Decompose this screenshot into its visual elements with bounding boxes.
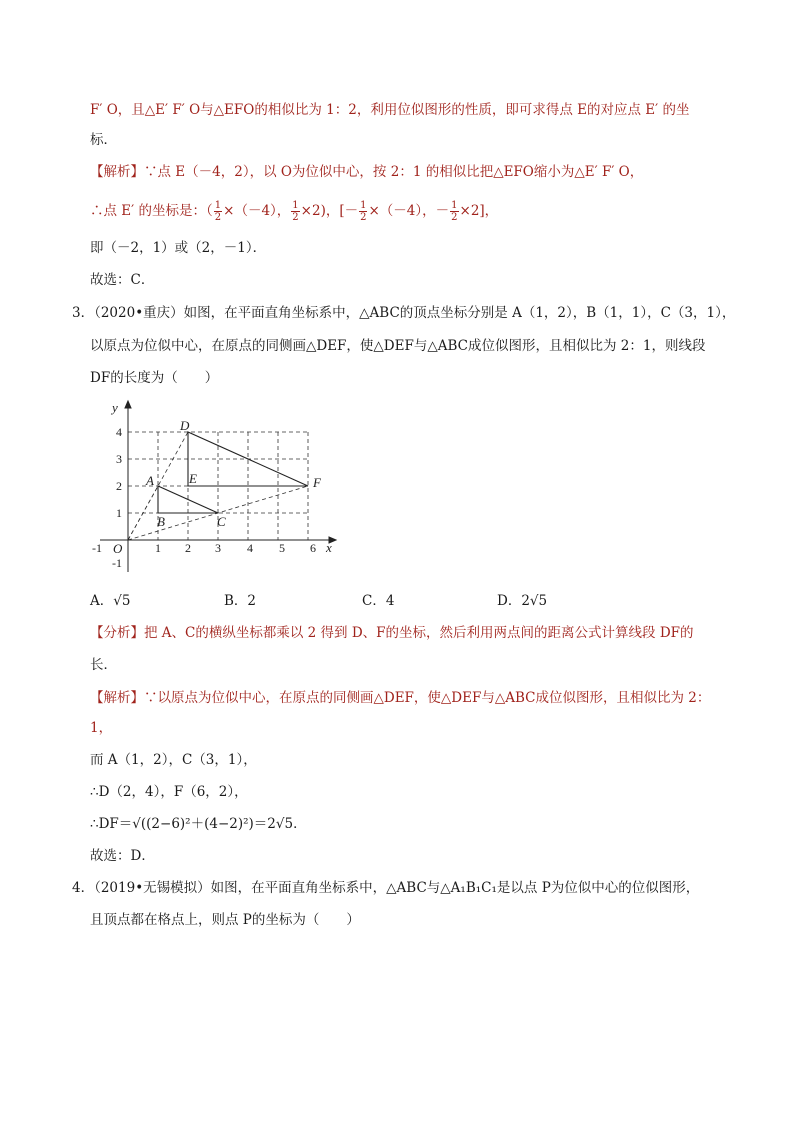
point-label-e: E <box>189 471 197 486</box>
prev-answer-line: 故选：C． <box>90 272 155 288</box>
prev-solution-line-1: F′ O，且△E′ F′ O与△EFO的相似比为 1：2，利用位似图形的性质，即可求得点 E的对应点 E′ 的坐 <box>90 102 690 118</box>
q3-jiexi-line-2: 1， <box>90 720 113 736</box>
y-tick-label: 4 <box>116 425 122 439</box>
q3-stem-line-1: 3．（2020•重庆）如图，在平面直角坐标系中，△ABC的顶点坐标分别是 A（1，2），B（1，1），C（3，1）， <box>72 305 736 321</box>
point-label-a: A <box>146 473 154 488</box>
option-c: C．4 <box>362 593 395 609</box>
point-label-f: F <box>313 475 321 490</box>
q3-answer: 故选：D． <box>90 848 155 864</box>
q3-fenxi-line-2: 长． <box>90 657 117 673</box>
fraction-half: $\frac{1}{2}$ <box>451 200 458 223</box>
fraction-half: $\frac{1}{2}$ <box>360 200 367 223</box>
option-b: B．2 <box>224 593 257 609</box>
x-tick-label: 4 <box>247 541 253 555</box>
q3-distance-calc: ∴DF＝√((2−6)²＋(4−2)²)＝2√5． <box>90 816 307 832</box>
fenxi-text: 把 A、C的横纵坐标都乘以 2 得到 D、F的坐标，然后利用两点间的距离公式计算线段 DF的 <box>144 625 694 641</box>
point-label-b: B <box>157 514 165 529</box>
point-label-c: C <box>217 514 226 529</box>
x-tick-label: 1 <box>155 541 161 555</box>
calc-part: ×（－4）， <box>223 203 291 219</box>
y-axis-label: y <box>112 400 118 415</box>
x-tick-label: 2 <box>185 541 191 555</box>
q4-stem-line-2: 且顶点都在格点上，则点 P的坐标为（ ） <box>90 912 360 928</box>
calc-part: ×2]， <box>459 203 499 219</box>
q3-points-ac: 而 A（1，2），C（3，1）， <box>90 752 257 768</box>
y-tick-label: 1 <box>116 506 122 520</box>
x-tick-label: 3 <box>215 541 221 555</box>
analysis-tag: 【解析】 <box>90 164 144 180</box>
x-tick-label: -1 <box>92 541 102 555</box>
q3-jiexi-line <box>90 688 710 708</box>
option-d: D．2√5 <box>497 593 548 609</box>
jiexi-text: ∵以原点为位似中心，在原点的同侧画△DEF，使△DEF与△ABC成位似图形，且相似比为 2： <box>144 690 711 706</box>
fraction-half: $\frac{1}{2}$ <box>214 200 222 223</box>
q4-stem-line-1: 4．（2019•无锡模拟）如图，在平面直角坐标系中，△ABC与△A₁B₁C₁是以点 P为位似中心的位似图形， <box>72 880 700 896</box>
y-tick-label: -1 <box>112 556 122 570</box>
x-tick-label: 5 <box>279 541 285 555</box>
y-tick-label: 2 <box>116 479 122 493</box>
jiexi-tag: 【解析】 <box>90 690 144 706</box>
q3-stem-line-2: 以原点为位似中心，在原点的同侧画△DEF，使△DEF与△ABC成位似图形，且相似比为 2：1，则线段 <box>90 338 706 354</box>
prev-solution-line-2: 标． <box>90 132 117 148</box>
prev-result-line: 即（－2，1）或（2，－1）． <box>90 240 267 256</box>
x-axis-label: x <box>326 540 332 555</box>
fraction-half: $\frac{1}{2}$ <box>292 200 299 223</box>
calc-lead: ∴点 E′ 的坐标是：（ <box>90 203 213 219</box>
q3-points-df: ∴D（2，4），F（6，2）， <box>90 784 248 800</box>
analysis-text: ∵点 E（－4，2），以 O为位似中心，按 2：1 的相似比把△EFO缩小为△E′ F′ O， <box>144 164 644 180</box>
calc-part: ×2)，[－ <box>300 203 359 219</box>
calc-part: ×（－4），－ <box>368 203 450 219</box>
q3-fenxi-line <box>90 623 694 643</box>
y-tick-label: 3 <box>116 452 122 466</box>
q3-coordinate-figure <box>85 395 345 585</box>
point-label-d: D <box>180 418 190 433</box>
prev-analysis-line <box>90 162 643 182</box>
x-tick-label: 6 <box>310 541 316 555</box>
origin-label: O <box>113 541 123 556</box>
fenxi-tag: 【分析】 <box>90 625 144 641</box>
q3-stem-line-3: DF的长度为（ ） <box>90 370 219 386</box>
prev-calc-line <box>90 200 498 223</box>
option-a: A．√5 <box>90 593 131 609</box>
